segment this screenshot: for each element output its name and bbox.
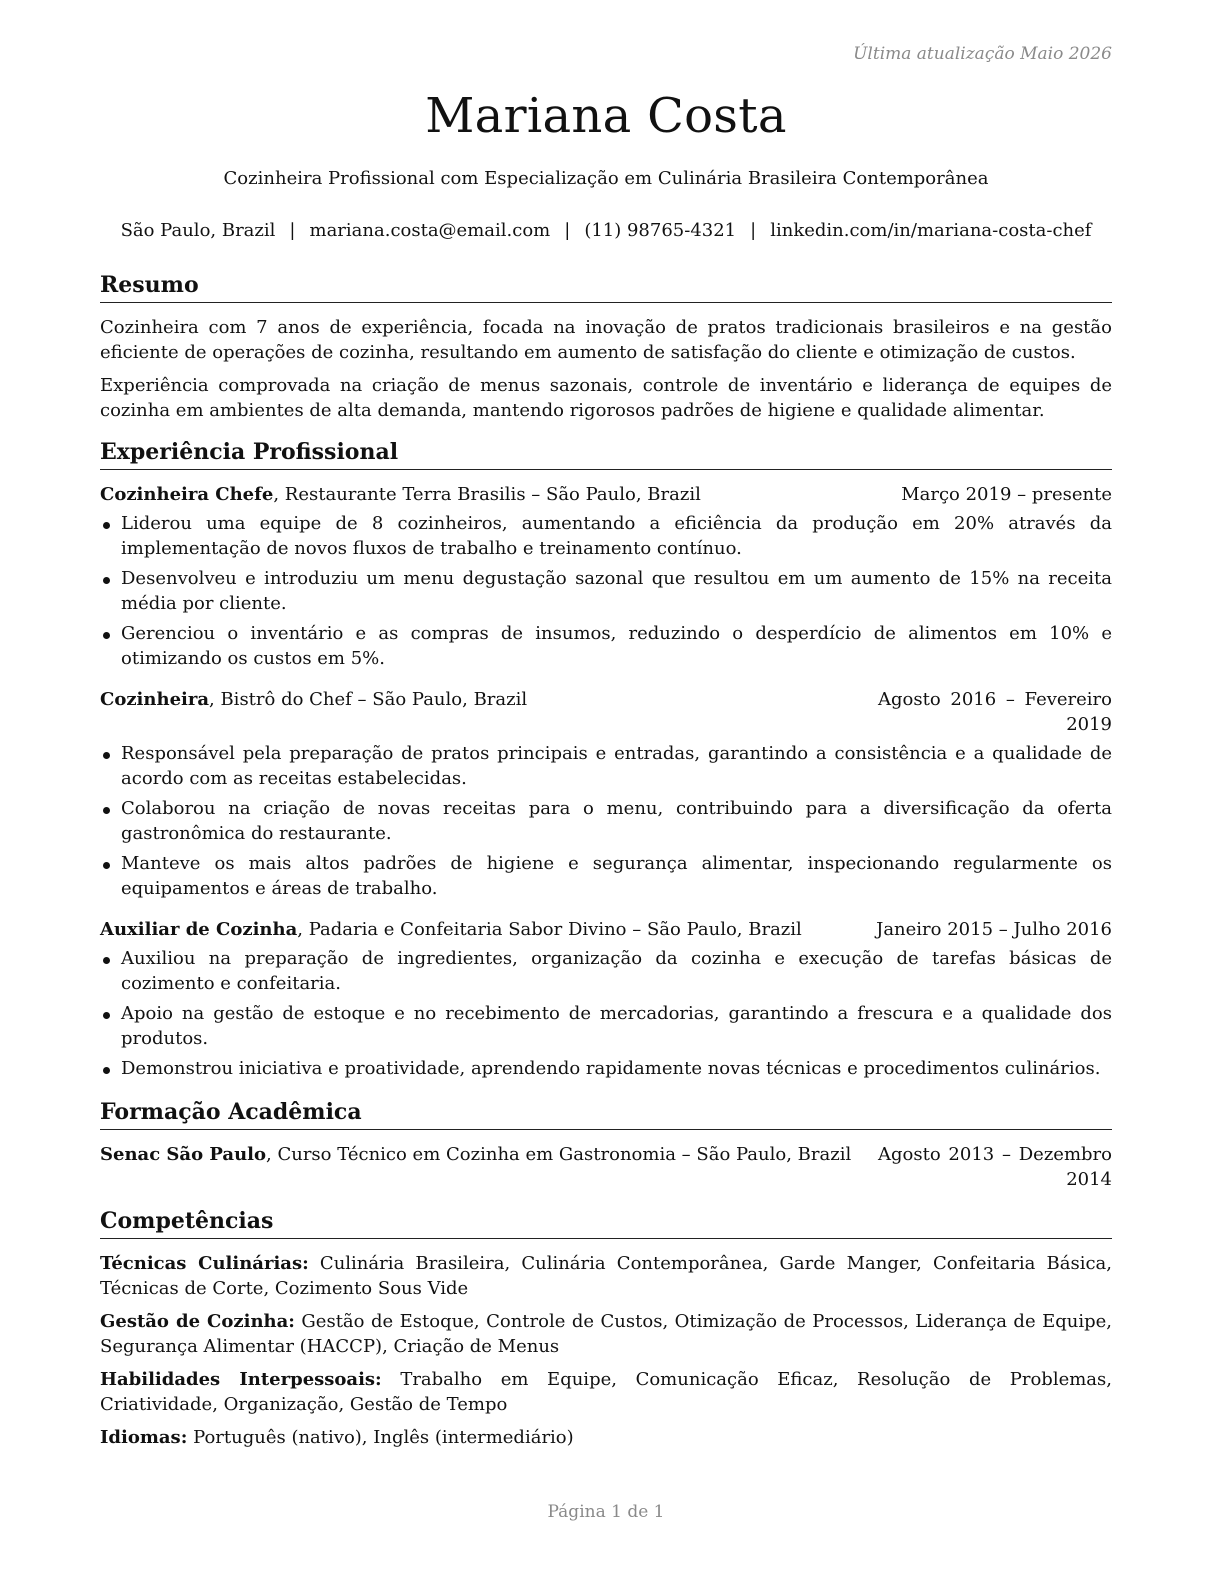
bullet-text: Desenvolveu e introduziu um menu degustação sazonal que resultou em um aumento de 15% na receita média por cliente.	[121, 568, 1112, 614]
contact-location: São Paulo, Brazil	[120, 220, 276, 241]
job-title: Cozinheira Chefe	[100, 484, 274, 505]
education-title-line	[100, 1142, 878, 1167]
skill-row	[100, 1367, 1112, 1417]
bullet-icon	[103, 1012, 110, 1019]
summary-section	[100, 270, 1112, 423]
section-heading-education: Formação Acadêmica	[100, 1097, 1112, 1130]
job-entry	[100, 917, 1112, 1081]
skill-value: Culinária Brasileira, Culinária Contemporânea, Garde Manger, Confeitaria Básica, Técnicas de Corte, Cozimento Sous Vide	[100, 1253, 1113, 1299]
bullet-icon	[103, 807, 110, 814]
resume-page	[100, 0, 1112, 1584]
bullet-item	[100, 946, 1112, 996]
bullet-icon	[103, 752, 110, 759]
bullet-item	[100, 621, 1112, 671]
job-header	[100, 482, 1112, 507]
bullet-text: Liderou uma equipe de 8 cozinheiros, aumentando a eficiência da produção em 20% através da implementação de novos fluxos de trabalho e treinamento contínuo.	[121, 513, 1112, 559]
bullet-text: Responsável pela preparação de pratos principais e entradas, garantindo a consistência e a qualidade de acordo com as receitas estabelecidas.	[121, 743, 1112, 789]
bullet-text: Apoio na gestão de estoque e no recebimento de mercadorias, garantindo a frescura e a qualidade dos produtos.	[121, 1003, 1112, 1049]
job-date: Março 2019 – presente	[901, 484, 1112, 505]
page-footer: Página 1 de 1	[547, 1502, 665, 1522]
bullet-text: Demonstrou iniciativa e proatividade, aprendendo rapidamente novas técnicas e procedimentos culinários.	[121, 1058, 1101, 1079]
skill-label: Habilidades Interpessoais:	[100, 1369, 382, 1390]
bullet-text: Manteve os mais altos padrões de higiene e segurança alimentar, inspecionando regularmente os equipamentos e áreas de trabalho.	[121, 853, 1112, 899]
education-detail: , Curso Técnico em Cozinha em Gastronomia – São Paulo, Brazil	[266, 1144, 852, 1165]
bullet-item	[100, 796, 1112, 846]
bullet-icon	[103, 1067, 110, 1074]
contact-email[interactable]: mariana.costa@email.com	[309, 220, 551, 241]
summary-paragraph: Experiência comprovada na criação de menus sazonais, controle de inventário e liderança de equipes de cozinha em ambientes de alta demanda, mantendo rigorosos padrões de higiene e qualidade alimentar.	[100, 375, 1112, 421]
contact-separator: |	[750, 220, 757, 241]
section-heading-experience: Experiência Profissional	[100, 437, 1112, 470]
bullet-icon	[103, 957, 110, 964]
job-title: Auxiliar de Cozinha	[100, 919, 298, 940]
bullet-text: Colaborou na criação de novas receitas para o menu, contribuindo para a diversificação da oferta gastronômica do restaurante.	[121, 798, 1112, 844]
education-school: Senac São Paulo	[100, 1144, 267, 1165]
contact-linkedin[interactable]: linkedin.com/in/mariana-costa-chef	[770, 220, 1092, 241]
bullet-icon	[103, 632, 110, 639]
job-organization: , Padaria e Confeitaria Sabor Divino – São Paulo, Brazil	[297, 919, 802, 940]
skill-value: Trabalho em Equipe, Comunicação Eficaz, Resolução de Problemas, Criatividade, Organização, Gestão de Tempo	[100, 1369, 1112, 1415]
bullet-icon	[103, 577, 110, 584]
bullet-text: Auxiliou na preparação de ingredientes, organização da cozinha e execução de tarefas básicas de cozimento e confeitaria.	[121, 948, 1112, 994]
bullet-text: Gerenciou o inventário e as compras de insumos, reduzindo o desperdício de alimentos em 10% e otimizando os custos em 5%.	[121, 623, 1112, 669]
education-section	[100, 1097, 1112, 1192]
resume-content	[100, 270, 1112, 1464]
contact-phone: (11) 98765-4321	[584, 220, 737, 241]
candidate-subtitle: Cozinheira Profissional com Especialização em Culinária Brasileira Contemporânea	[223, 168, 989, 189]
bullet-item	[100, 511, 1112, 561]
last-updated: Última atualização Maio 2026	[853, 44, 1112, 64]
bullet-item	[100, 1056, 1112, 1081]
education-date: Agosto 2013 – Dezembro 2014	[878, 1144, 1112, 1190]
contact-separator: |	[564, 220, 571, 241]
job-entry	[100, 482, 1112, 671]
skill-label: Técnicas Culinárias:	[100, 1253, 309, 1274]
bullet-item	[100, 851, 1112, 901]
skill-row	[100, 1309, 1112, 1359]
job-organization: , Bistrô do Chef – São Paulo, Brazil	[209, 689, 528, 710]
job-date: Janeiro 2015 – Julho 2016	[876, 919, 1112, 940]
job-bullets	[100, 946, 1112, 1081]
job-header	[100, 687, 1112, 737]
section-heading-skills: Competências	[100, 1206, 1112, 1239]
skill-label: Idiomas:	[100, 1427, 188, 1448]
job-header	[100, 917, 1112, 942]
job-organization: , Restaurante Terra Brasilis – São Paulo, Brazil	[273, 484, 701, 505]
skills-section	[100, 1206, 1112, 1450]
job-title-line	[100, 482, 901, 507]
summary-paragraph: Cozinheira com 7 anos de experiência, focada na inovação de pratos tradicionais brasileiros e na gestão eficiente de operações de cozinha, resultando em aumento de satisfação do cliente e otimização de custos.	[100, 317, 1112, 363]
contact-separator: |	[289, 220, 296, 241]
job-title-line	[100, 687, 878, 712]
education-entry	[100, 1142, 1112, 1192]
skill-row	[100, 1425, 1112, 1450]
job-title: Cozinheira	[100, 689, 210, 710]
bullet-item	[100, 741, 1112, 791]
skill-label: Gestão de Cozinha:	[100, 1311, 295, 1332]
bullet-icon	[103, 862, 110, 869]
candidate-name: Mariana Costa	[425, 88, 787, 144]
skill-row	[100, 1251, 1112, 1301]
bullet-item	[100, 1001, 1112, 1051]
job-date: Agosto 2016 – Fevereiro 2019	[878, 689, 1112, 735]
job-bullets	[100, 511, 1112, 671]
job-title-line	[100, 917, 876, 942]
skill-value: Gestão de Estoque, Controle de Custos, Otimização de Processos, Liderança de Equipe, Segurança Alimentar (HACCP), Criação de Menus	[100, 1311, 1113, 1357]
job-entry	[100, 687, 1112, 901]
job-bullets	[100, 741, 1112, 901]
bullet-icon	[103, 522, 110, 529]
section-heading-summary: Resumo	[100, 270, 1112, 303]
skill-value: Português (nativo), Inglês (intermediário)	[187, 1427, 574, 1448]
contact-line	[100, 220, 1112, 241]
experience-section	[100, 437, 1112, 1081]
bullet-item	[100, 566, 1112, 616]
